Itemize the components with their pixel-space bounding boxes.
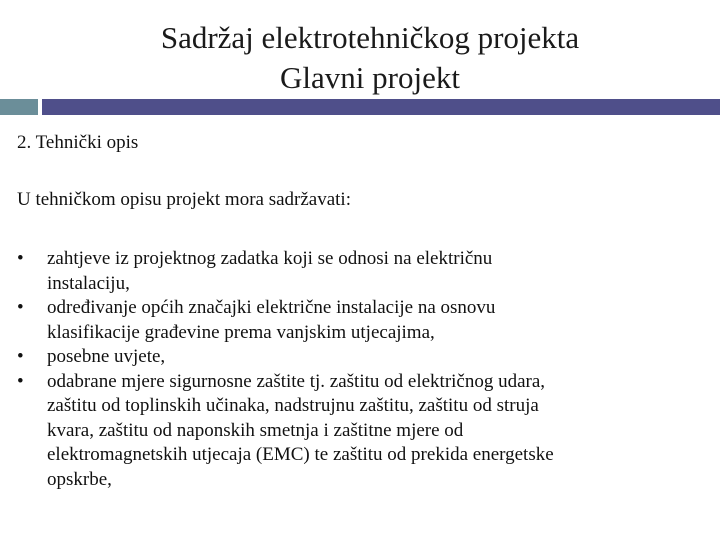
title-divider — [0, 99, 720, 115]
bullet-line: kvara, zaštitu od naponskih smetnja i zaštitne mjere od — [47, 419, 464, 441]
bullet-line: instalaciju, — [47, 272, 130, 294]
bullet-dot-icon: • — [17, 346, 24, 367]
bullet-line: određivanje općih značajki električne instalacije na osnovu — [47, 297, 496, 318]
slide-title-line-2: Glavni projekt — [280, 60, 460, 95]
bullet-item-1 — [17, 247, 707, 296]
bullet-dot-icon: • — [17, 248, 24, 269]
intro-text: U tehničkom opisu projekt mora sadržavati: — [17, 189, 351, 210]
section-heading: 2. Tehnički opis — [17, 132, 139, 153]
bullet-dot-icon: • — [17, 370, 24, 392]
bullet-item-2 — [17, 296, 707, 345]
bullet-line: posebne uvjete, — [47, 346, 166, 367]
bullet-line: zahtjeve iz projektnog zadatka koji se odnosi na električnu — [47, 248, 493, 269]
bullet-list — [17, 247, 707, 492]
slide-title — [40, 18, 700, 98]
bullet-line: klasifikacije građevine prema vanjskim utjecajima, — [47, 321, 435, 343]
bullet-dot-icon: • — [17, 297, 24, 318]
slide-title-line-1: Sadržaj elektrotehničkog projekta — [160, 20, 580, 55]
title-divider-right-segment — [42, 99, 720, 115]
title-divider-left-segment — [0, 99, 38, 115]
bullet-line: opskrbe, — [47, 468, 112, 490]
bullet-item-3 — [17, 345, 707, 370]
bullet-line: zaštitu od toplinskih učinaka, nadstrujnu zaštitu, zaštitu od struja — [47, 395, 539, 416]
bullet-line: odabrane mjere sigurnosne zaštite tj. zaštitu od električnog udara, — [47, 370, 546, 392]
bullet-item-4 — [17, 370, 707, 493]
bullet-line: elektromagnetskih utjecaja (EMC) te zaštitu od prekida energetske — [47, 444, 554, 465]
